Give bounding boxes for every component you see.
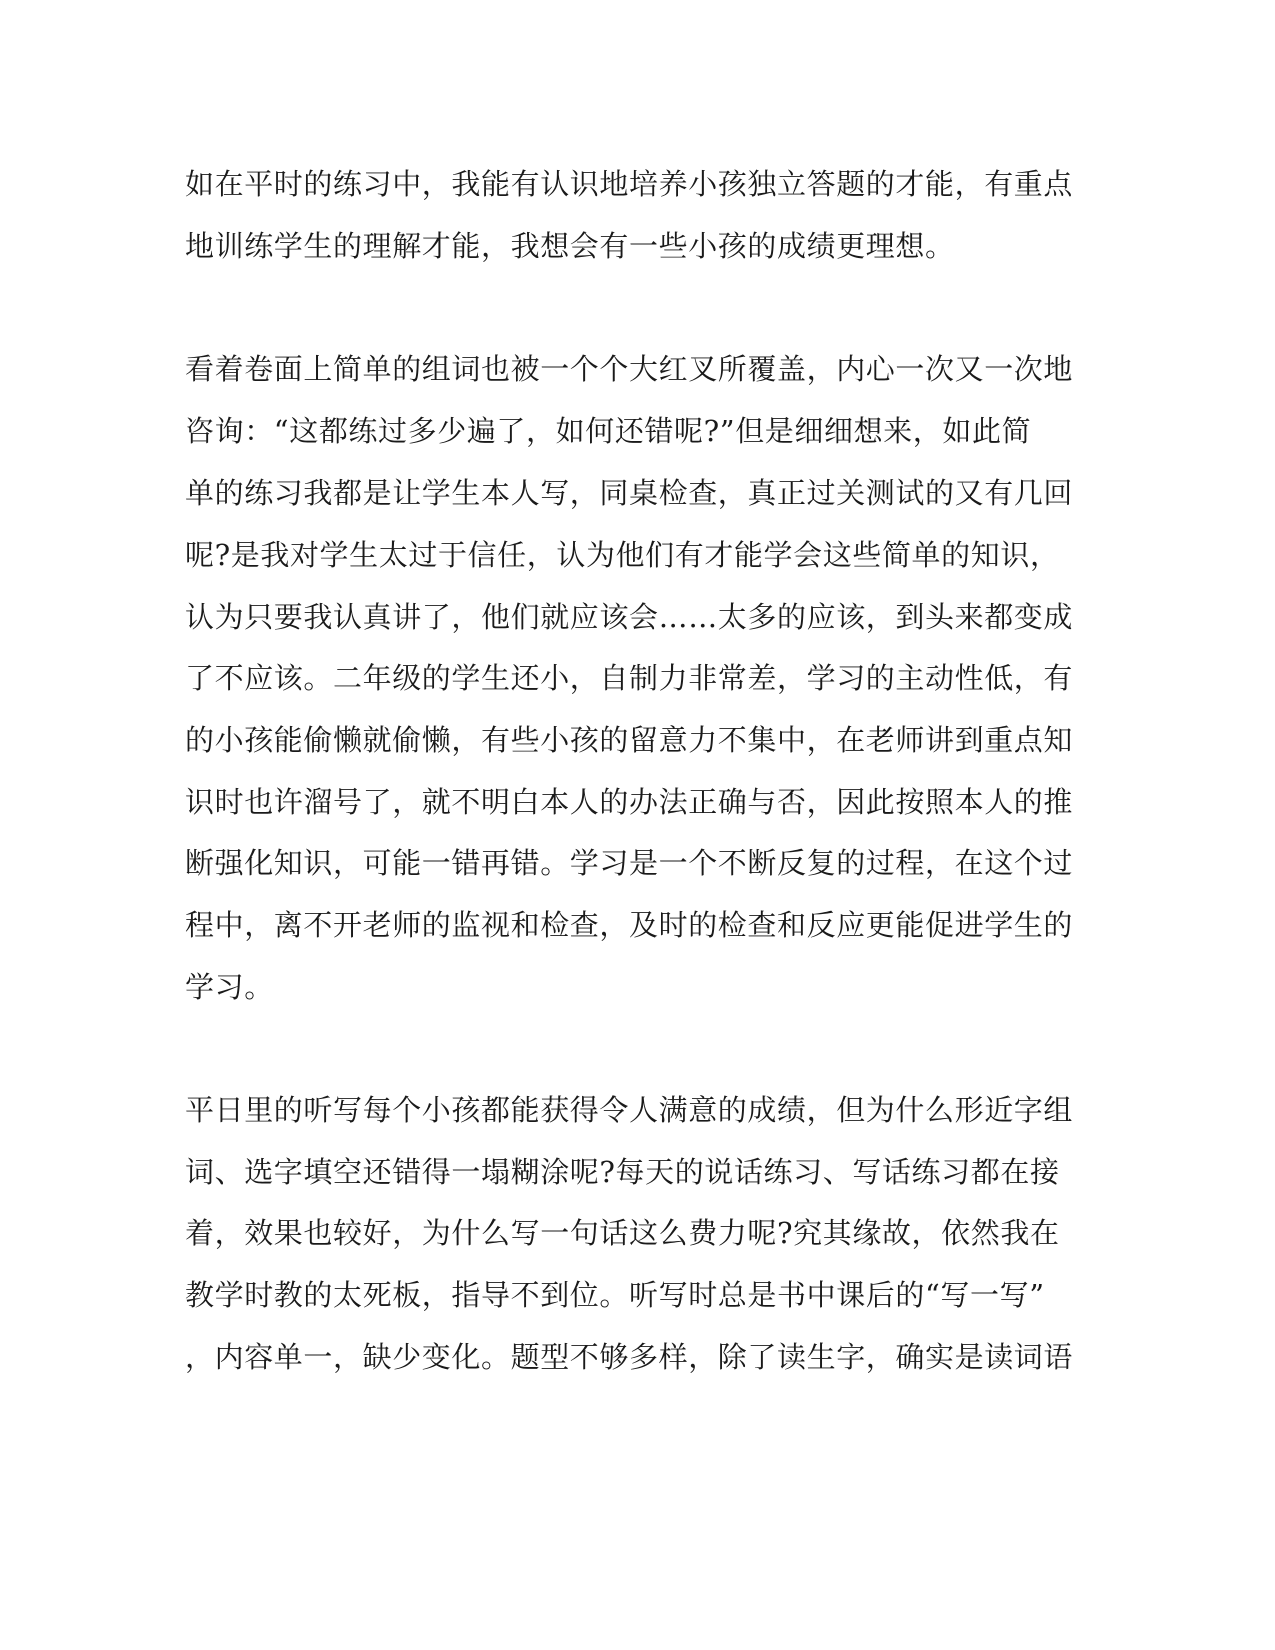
text-line: 单的练习我都是让学生本人写，同桌检查，真正过关测试的又有几回 [185, 476, 1074, 510]
text-line: 识时也许溜号了，就不明白本人的办法正确与否，因此按照本人的推 [185, 785, 1074, 819]
text-line: 的小孩能偷懒就偷懒，有些小孩的留意力不集中，在老师讲到重点知 [185, 723, 1074, 757]
text-line: 断强化知识，可能一错再错。学习是一个不断反复的过程，在这个过 [185, 846, 1074, 880]
text-line: 地训练学生的理解才能，我想会有一些小孩的成绩更理想。 [185, 229, 955, 263]
text-line: 了不应该。二年级的学生还小，自制力非常差，学习的主动性低，有 [185, 661, 1074, 695]
text-line: 看着卷面上简单的组词也被一个个大红叉所覆盖，内心一次又一次地 [185, 352, 1074, 386]
text-line: 呢?是我对学生太过于信任，认为他们有才能学会这些简单的知识， [185, 538, 1060, 572]
text-line: 如在平时的练习中，我能有认识地培养小孩独立答题的才能，有重点 [185, 167, 1074, 201]
text-line: 认为只要我认真讲了，他们就应该会……太多的应该，到头来都变成 [185, 600, 1074, 634]
text-line: 学习。 [185, 970, 274, 1004]
text-line: ，内容单一，缺少变化。题型不够多样，除了读生字，确实是读词语 [185, 1340, 1074, 1374]
text-line: 词、选字填空还错得一塌糊涂呢?每天的说话练习、写话练习都在接 [185, 1155, 1060, 1189]
text-line: 着，效果也较好，为什么写一句话这么费力呢?究其缘故，依然我在 [185, 1216, 1060, 1250]
text-line: 咨询：“这都练过多少遍了，如何还错呢?”但是细细想来，如此简 [185, 414, 1032, 448]
text-line: 平日里的听写每个小孩都能获得令人满意的成绩，但为什么形近字组 [185, 1093, 1074, 1127]
text-line: 程中，离不开老师的监视和检查，及时的检查和反应更能促进学生的 [185, 908, 1074, 942]
text-line: 教学时教的太死板，指导不到位。听写时总是书中课后的“写一写” [185, 1278, 1045, 1312]
